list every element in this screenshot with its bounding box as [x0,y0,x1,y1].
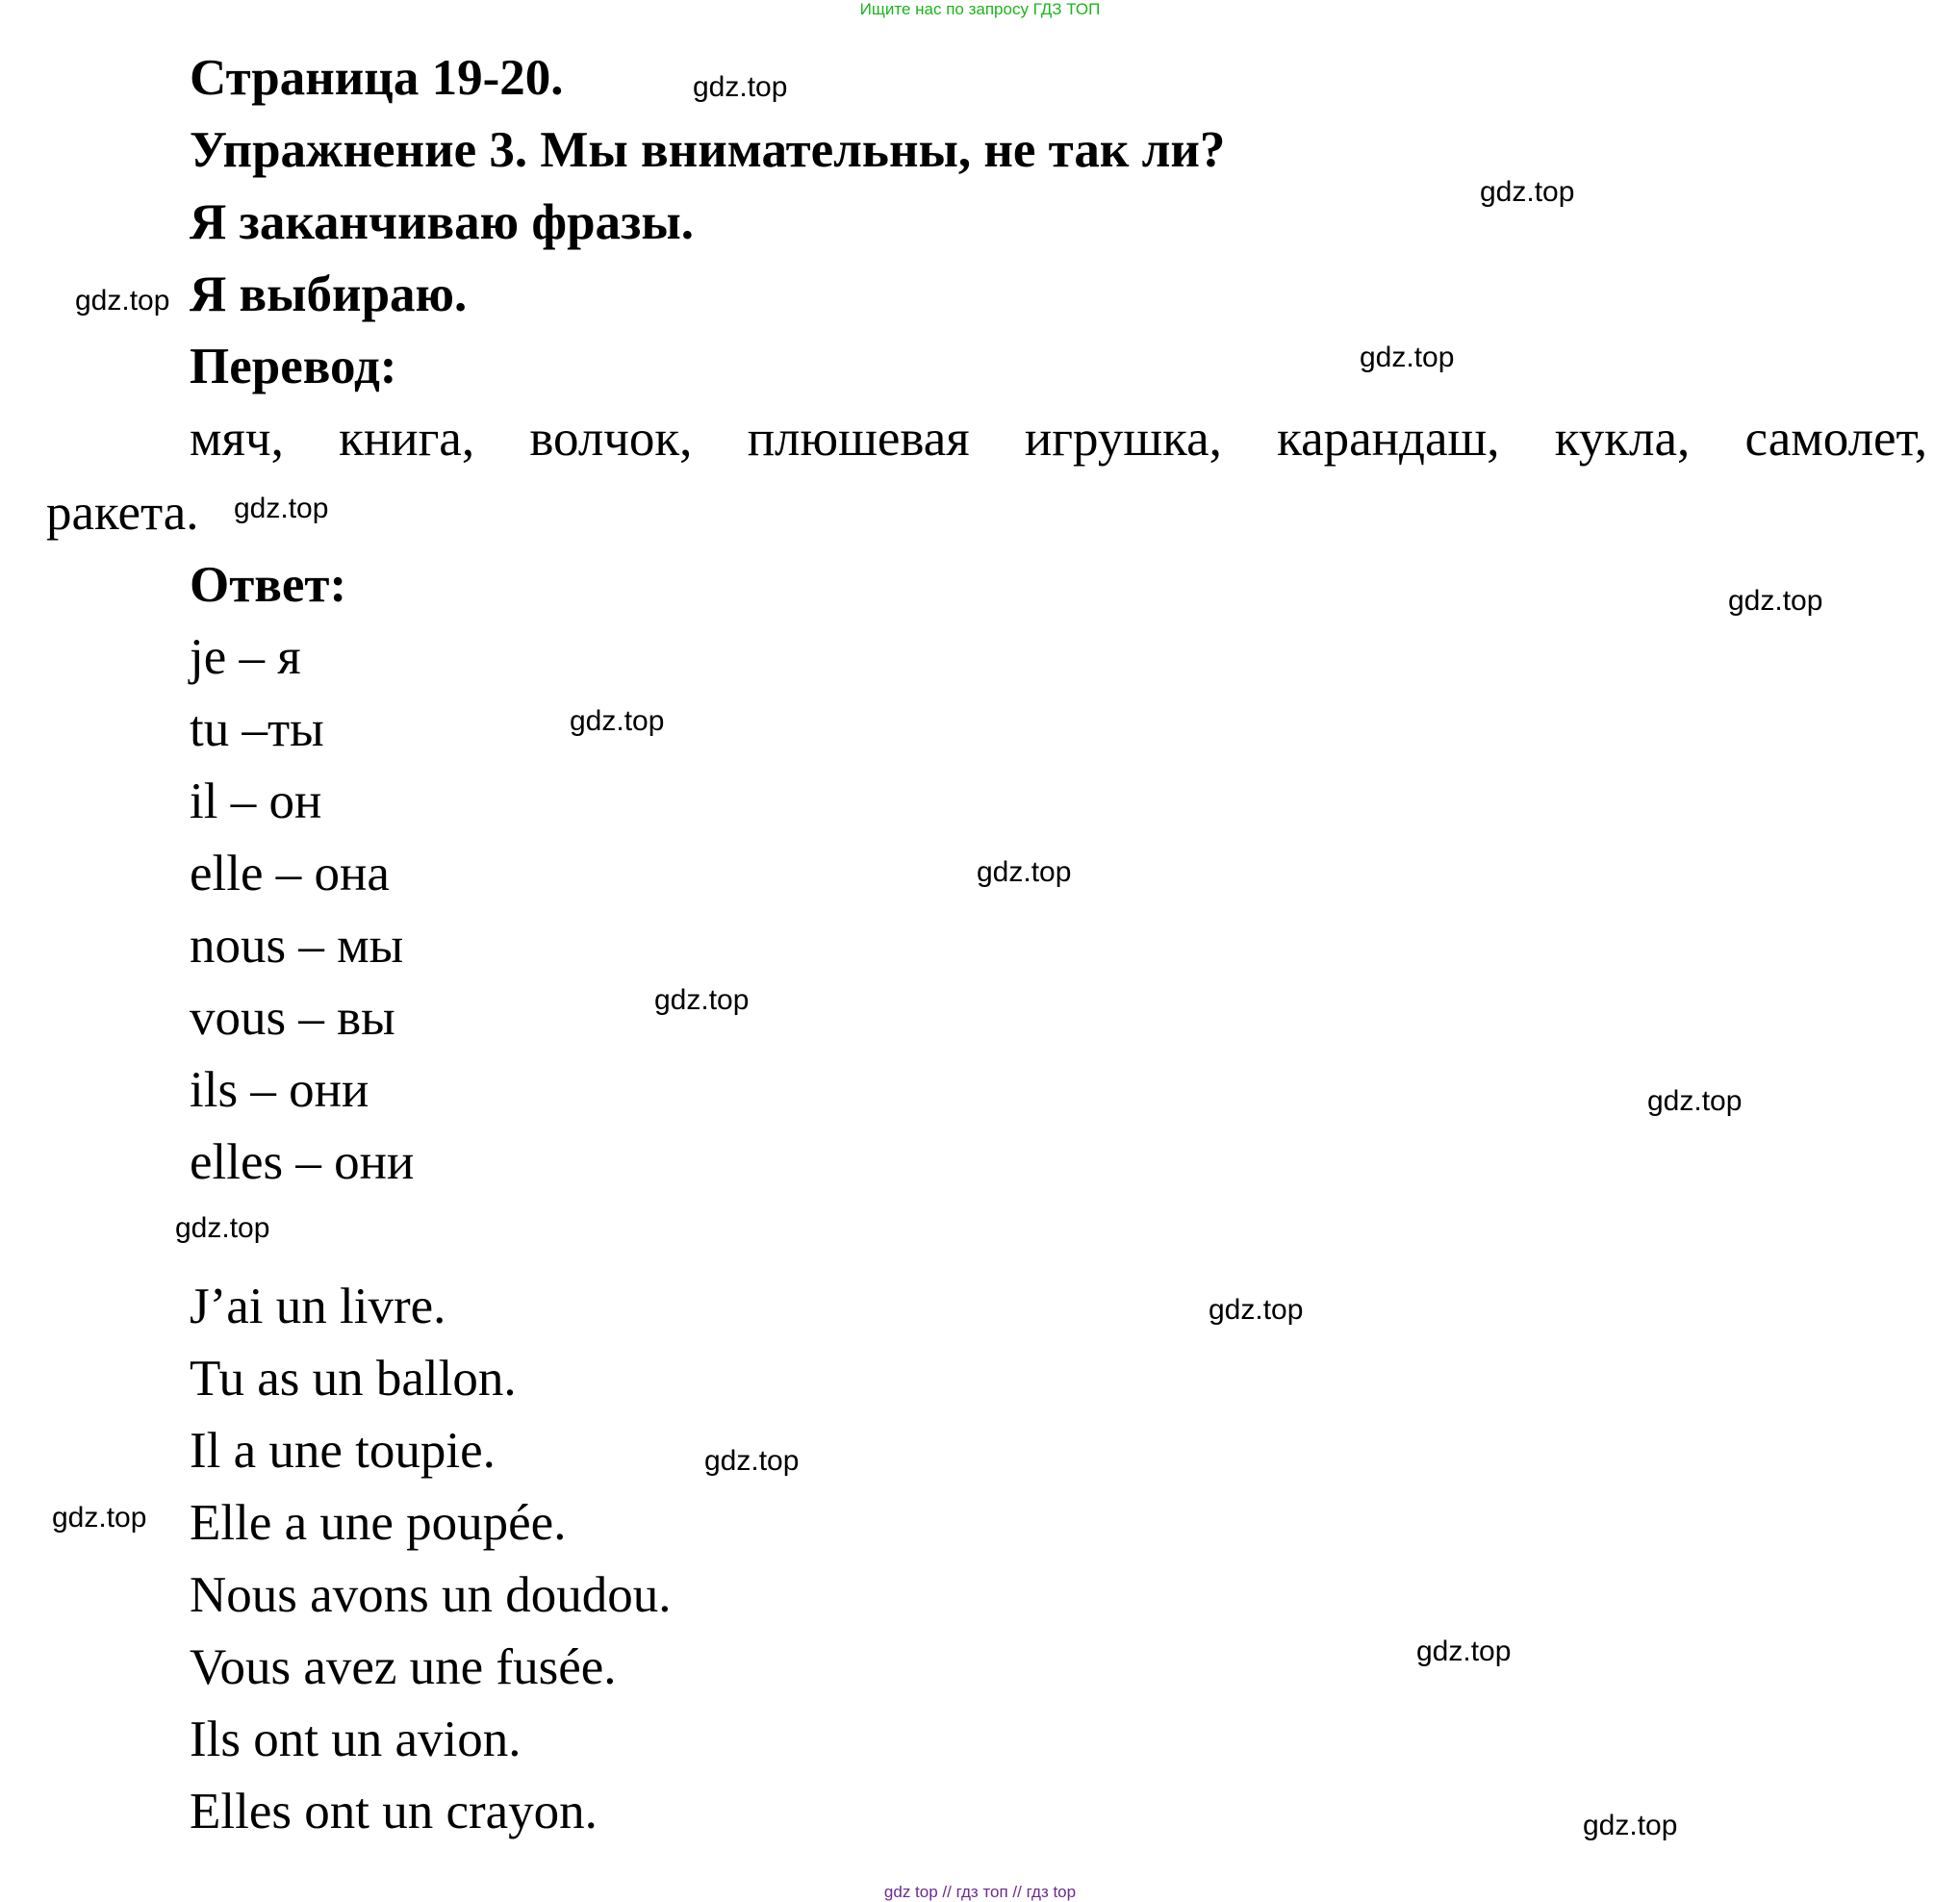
translation-label: Перевод: [190,339,397,394]
watermark: gdz.top [1728,585,1823,617]
sentence-item: Tu as un ballon. [190,1351,517,1407]
watermark: gdz.top [234,493,329,524]
pronoun-item: ils – они [190,1062,369,1118]
pronoun-item: elle – она [190,846,390,901]
watermark: gdz.top [1360,342,1455,373]
sentence-item: Elle a une poupée. [190,1495,567,1551]
sentence-item: Nous avons un doudou. [190,1567,672,1623]
watermark: gdz.top [977,856,1072,888]
watermark: gdz.top [1583,1810,1678,1841]
pronoun-item: je – я [190,629,301,685]
watermark: gdz.top [175,1212,270,1244]
pronoun-item: il – он [190,773,322,829]
task-instruction-1: Я заканчиваю фразы. [190,194,694,250]
footer-text: gdz top // гдз топ // гдз top [883,1883,1077,1901]
watermark: gdz.top [654,984,750,1016]
answer-label: Ответ: [190,557,347,613]
top-banner: Ищите нас по запросу ГДЗ ТОП [859,0,1101,18]
task-instruction-2: Я выбираю. [190,266,468,322]
pronoun-item: vous – вы [190,990,395,1046]
watermark: gdz.top [1416,1636,1512,1667]
page-title: Страница 19-20. [190,50,564,106]
translation-text-line-2: ракета. [46,485,199,541]
watermark: gdz.top [1647,1085,1743,1117]
watermark: gdz.top [704,1445,800,1477]
watermark: gdz.top [75,285,170,317]
exercise-title: Упражнение 3. Мы внимательны, не так ли? [190,122,1226,178]
sentence-item: Vous avez une fusée. [190,1639,617,1695]
pronoun-item: nous – мы [190,918,404,974]
watermark: gdz.top [1480,176,1575,208]
sentence-item: Elles ont un crayon. [190,1784,598,1839]
sentence-item: J’ai un livre. [190,1279,446,1334]
sentence-item: Ils ont un avion. [190,1712,522,1767]
watermark: gdz.top [693,71,788,103]
watermark: gdz.top [52,1502,147,1534]
pronoun-item: elles – они [190,1134,415,1190]
translation-text-line-1: мяч, книга, волчок, плюшевая игрушка, карандаш, кукла, самолет, [190,411,1927,467]
sentence-item: Il a une toupie. [190,1423,496,1479]
watermark: gdz.top [1209,1294,1304,1326]
pronoun-item: tu –ты [190,701,324,757]
watermark: gdz.top [570,705,665,737]
